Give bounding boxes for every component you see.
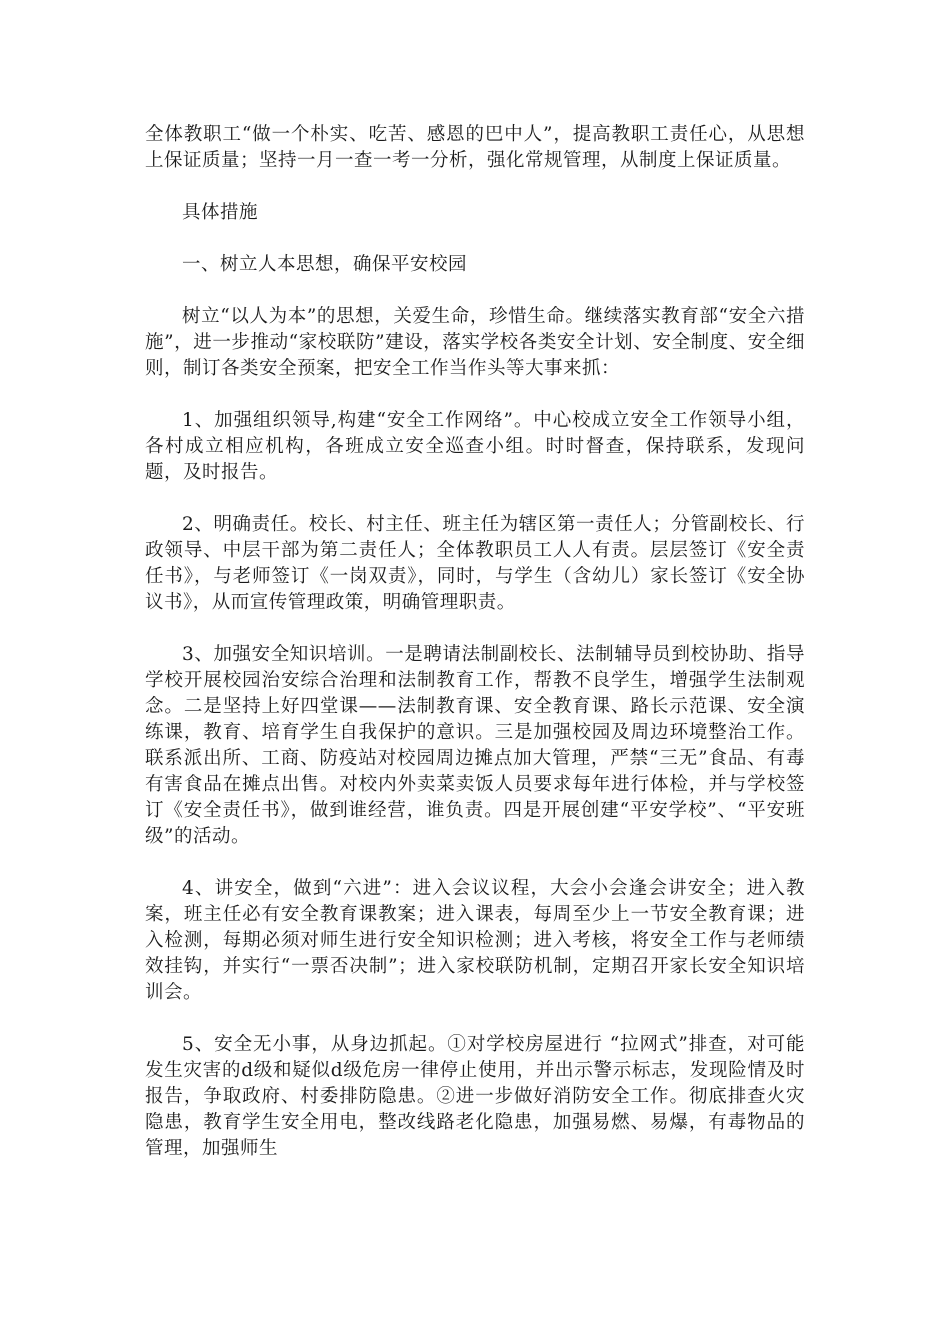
paragraph-item-1: 1、加强组织领导,构建“安全工作网络”。中心校成立安全工作领导小组，各村成立相应机构，各班成立安全巡查小组。时时督查，保持联系，发现问题，及时报告。 [145,410,805,483]
paragraph-intro: 树立“以人为本”的思想，关爱生命，珍惜生命。继续落实教育部“安全六措施”，进一步推动“家校联防”建设，落实学校各类安全计划、安全制度、安全细则，制订各类安全预案，把安全工作当作头等大事来抓： [145,306,805,379]
paragraph-item-3: 3、加强安全知识培训。一是聘请法制副校长、法制辅导员到校协助、指导学校开展校园治安综合治理和法制教育工作，帮教不良学生，增强学生法制观念。二是坚持上好四堂课——法制教育课、安全教育课、路长示范课、安全演练课，教育、培育学生自我保护的意识。三是加强校园及周边环境整治工作。联系派出所、工商、防疫站对校园周边摊点加大管理，严禁“三无”食品、有毒有害食品在摊点出售。对校内外卖菜卖饭人员要求每年进行体检，并与学校签订《安全责任书》，做到谁经营，谁负责。四是开展创建“平安学校”、“平安班级”的活动。 [145,644,805,847]
paragraph-continuation: 全体教职工“做一个朴实、吃苦、感恩的巴中人”，提高教职工责任心，从思想上保证质量；坚持一月一查一考一分析，强化常规管理，从制度上保证质量。 [145,124,805,171]
paragraph-item-4: 4、讲安全，做到“六进”：进入会议议程，大会小会逢会讲安全；进入教案，班主任必有安全教育课教案；进入课表，每周至少上一节安全教育课；进入检测，每期必须对师生进行安全知识检测；进入考核，将安全工作与老师绩效挂钩，并实行“一票否决制”；进入家校联防机制，定期召开家长安全知识培训会。 [145,878,805,1003]
document-body [145,122,805,1188]
paragraph-item-5: 5、安全无小事，从身边抓起。①对学校房屋进行 “拉网式”排查，对可能发生灾害的d级和疑似d级危房一律停止使用，并出示警示标志，发现险情及时报告，争取政府、村委排防隐患。②进一步做好消防安全工作。彻底排查火灾隐患，教育学生安全用电，整改线路老化隐患，加强易燃、易爆，有毒物品的管理，加强师生 [145,1034,805,1159]
paragraph-item-2: 2、明确责任。校长、村主任、班主任为辖区第一责任人；分管副校长、行政领导、中层干部为第二责任人；全体教职员工人人有责。层层签订《安全责任书》，与老师签订《一岗双责》，同时，与学生（含幼儿）家长签订《安全协议书》，从而宣传管理政策，明确管理职责。 [145,514,805,613]
section-heading-measures: 具体措施 [182,202,259,223]
section-heading-one: 一、树立人本思想，确保平安校园 [182,254,468,275]
